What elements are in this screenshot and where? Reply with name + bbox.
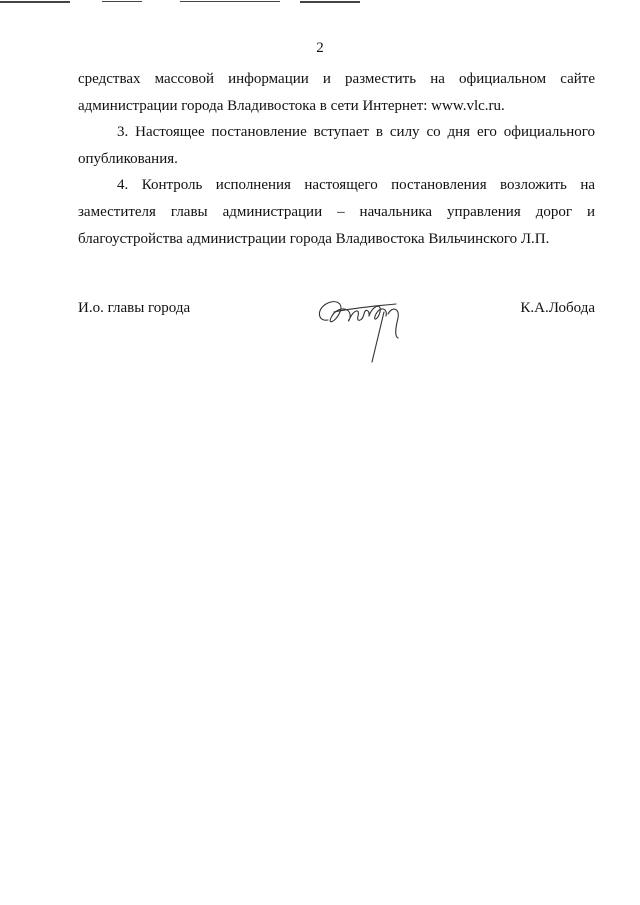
paragraph-line: благоустройства администрации города Владивостока Вильчинского Л.П.: [78, 231, 550, 247]
signatory-role: И.о. главы города: [78, 300, 191, 316]
signatory-name: К.А.Лобода: [520, 300, 595, 316]
handwritten-signature-icon: [314, 292, 424, 372]
scan-artifact-line: [102, 1, 142, 2]
paragraph-continuation: [78, 66, 595, 120]
scan-artifact-line: [300, 1, 360, 3]
paragraph-line: заместителя главы администрации – начальника управления дорог и: [78, 204, 595, 220]
scan-artifact-line: [0, 1, 70, 3]
paragraph-effective-date: [78, 119, 595, 173]
paragraph-line: 3. Настоящее постановление вступает в силу со дня его официального: [117, 124, 595, 140]
page-number: 2: [316, 40, 324, 56]
scan-artifact-line: [180, 1, 280, 2]
paragraph-line: 4. Контроль исполнения настоящего постановления возложить на: [117, 177, 595, 193]
paragraph-line: администрации города Владивостока в сети Интернет: www.vlc.ru.: [78, 98, 505, 114]
paragraph-control: [78, 172, 595, 253]
paragraph-line: средствах массовой информации и разместить на официальном сайте: [78, 71, 595, 87]
paragraph-line: опубликования.: [78, 151, 178, 167]
